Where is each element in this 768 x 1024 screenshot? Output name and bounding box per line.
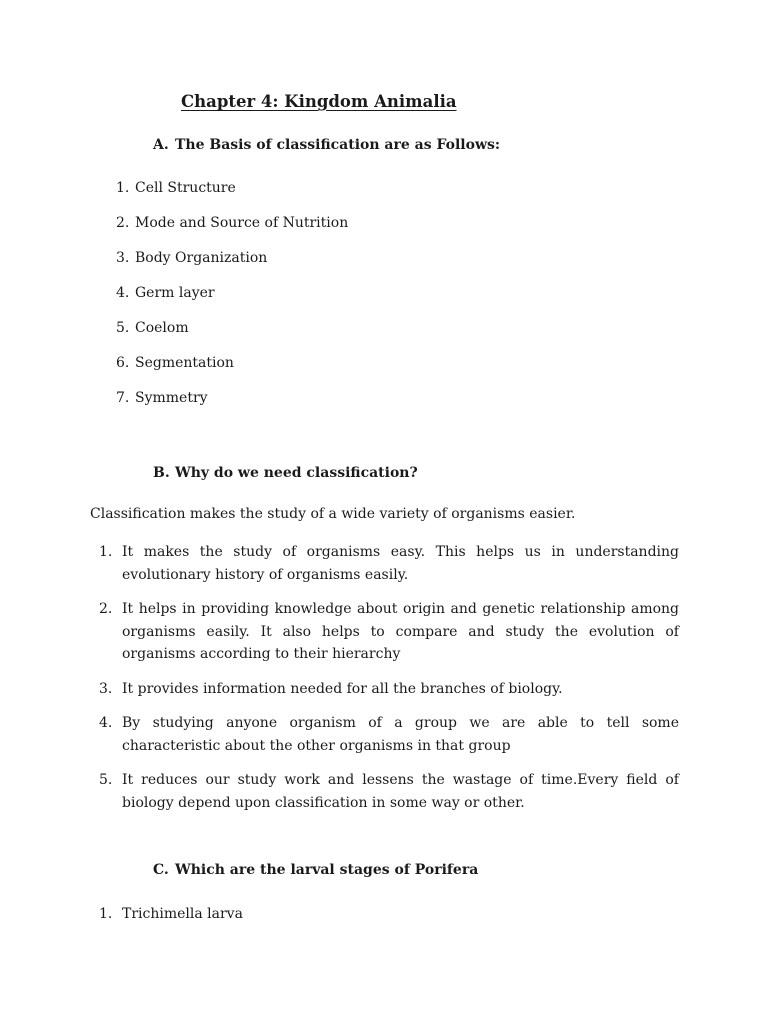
list-item-text: Segmentation: [135, 355, 234, 371]
list-item-number: 6.: [116, 355, 130, 371]
section-a-heading: [153, 137, 500, 153]
classification-basis-list: [116, 178, 348, 423]
list-item-number: 2.: [116, 215, 130, 231]
list-item-text: It reduces our study work and lessens the wastage of time.Every field of biology depend upon classification in some way or other.: [122, 772, 679, 811]
section-b-heading: [153, 465, 418, 481]
section-c-heading: [153, 862, 478, 878]
list-item-number: 4.: [116, 285, 130, 301]
list-item: [116, 353, 348, 388]
list-item-text: Symmetry: [135, 390, 208, 406]
list-item: [116, 283, 348, 318]
list-item-number: 3.: [99, 680, 113, 697]
list-item-text: Mode and Source of Nutrition: [135, 215, 349, 231]
section-b-heading-text: Why do we need classification?: [175, 465, 418, 481]
larval-stages-list: [99, 903, 243, 925]
list-item: [99, 598, 679, 666]
list-item: [116, 178, 348, 213]
list-item-text: Germ layer: [135, 285, 215, 301]
section-c-marker: C.: [153, 862, 169, 878]
list-item: [116, 318, 348, 353]
list-item: [99, 903, 243, 925]
classification-reasons-list: [99, 541, 679, 826]
list-item-text: Cell Structure: [135, 180, 236, 196]
list-item-number: 5.: [99, 772, 113, 788]
list-item: [99, 541, 679, 586]
list-item-number: 1.: [99, 544, 113, 560]
section-c-heading-text: Which are the larval stages of Porifera: [175, 862, 479, 878]
list-item-text: Trichimella larva: [122, 906, 243, 922]
list-item-number: 3.: [116, 250, 130, 266]
section-a-marker: A.: [153, 137, 169, 153]
section-b-intro: Classification makes the study of a wide variety of organisms easier.: [90, 506, 576, 522]
list-item-text: It provides information needed for all the branches of biology.: [122, 680, 563, 697]
list-item-number: 2.: [99, 601, 113, 617]
list-item: [99, 678, 679, 701]
section-a-heading-text: The Basis of classification are as Follows:: [175, 137, 501, 153]
list-item: [99, 712, 679, 757]
section-b-marker: B.: [153, 465, 170, 481]
list-item: [116, 248, 348, 283]
list-item-text: By studying anyone organism of a group we are able to tell some characteristic about the other organisms in that group: [122, 715, 679, 754]
list-item-number: 5.: [116, 320, 130, 336]
list-item-text: It makes the study of organisms easy. This helps us in understanding evolutionary history of organisms easily.: [122, 544, 679, 583]
list-item: [116, 213, 348, 248]
list-item-number: 1.: [99, 906, 113, 922]
list-item: [99, 769, 679, 814]
list-item-number: 7.: [116, 390, 130, 406]
list-item-number: 1.: [116, 180, 130, 196]
list-item: [116, 388, 348, 423]
list-item-number: 4.: [99, 715, 113, 731]
list-item-text: It helps in providing knowledge about origin and genetic relationship among organisms easily. It also helps to compare and study the evolution of organisms according to their hierarchy: [122, 601, 679, 662]
list-item-text: Coelom: [135, 320, 189, 336]
page-title: Chapter 4: Kingdom Animalia: [181, 92, 457, 111]
list-item-text: Body Organization: [135, 250, 268, 266]
